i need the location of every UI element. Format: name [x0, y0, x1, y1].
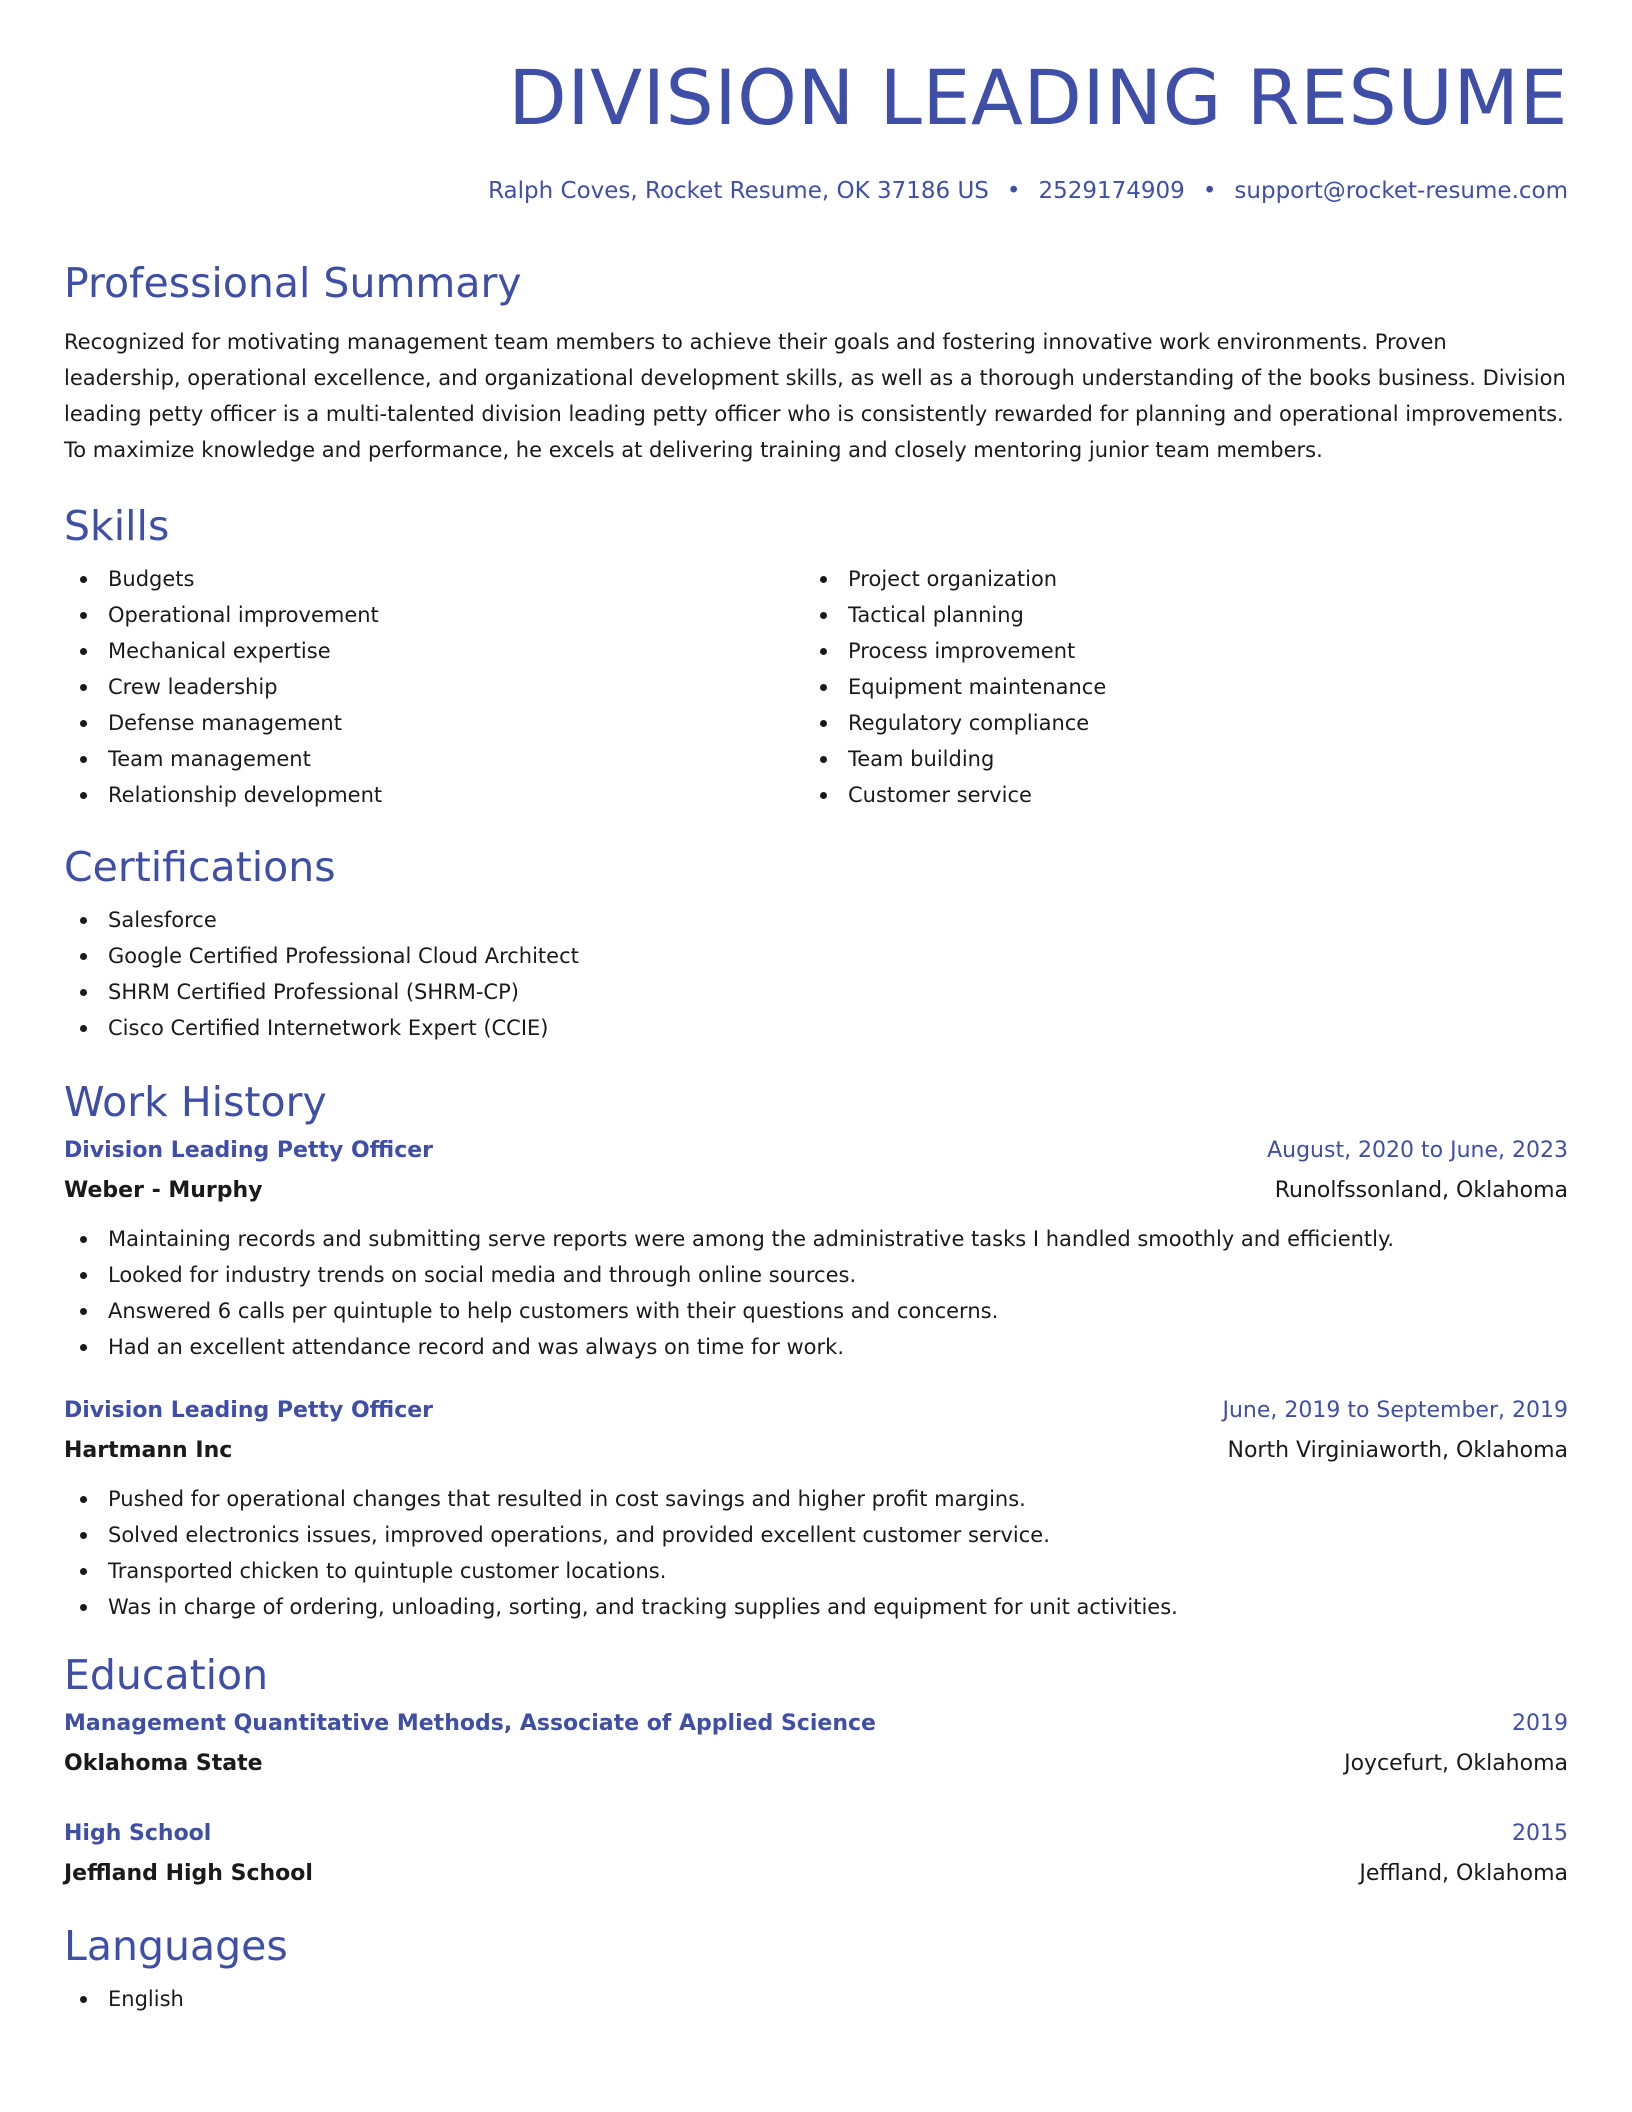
- contact-separator: •: [1006, 178, 1021, 204]
- job-bullet: Looked for industry trends on social media and through online sources.: [64, 1257, 1568, 1293]
- resume-header: [64, 53, 1568, 206]
- job-bullet: Solved electronics issues, improved operations, and provided excellent customer service.: [64, 1517, 1568, 1553]
- job-company: Hartmann Inc: [64, 1437, 233, 1463]
- job-bullet: Had an excellent attendance record and was always on time for work.: [64, 1329, 1568, 1365]
- education-entry: [64, 1704, 1568, 1784]
- skill-item: Mechanical expertise: [64, 633, 804, 669]
- education-degree: High School: [64, 1820, 212, 1846]
- certification-item: Salesforce: [64, 902, 1568, 938]
- skills-grid: [64, 561, 1568, 813]
- summary-heading: Professional Summary: [64, 258, 522, 307]
- education-heading: Education: [64, 1650, 269, 1699]
- education-school: Oklahoma State: [64, 1750, 263, 1776]
- job-bullets: [64, 1221, 1568, 1365]
- job-location: Runolfssonland, Oklahoma: [1274, 1177, 1568, 1203]
- job-bullet: Transported chicken to quintuple customer locations.: [64, 1553, 1568, 1589]
- job-bullets: [64, 1481, 1568, 1625]
- languages-heading: Languages: [64, 1921, 288, 1970]
- language-item: English: [64, 1981, 1568, 2017]
- contact-phone: 2529174909: [1038, 178, 1185, 204]
- work-history-section: [64, 1077, 1568, 1625]
- job-title: Division Leading Petty Officer: [64, 1397, 434, 1423]
- skill-item: Budgets: [64, 561, 804, 597]
- job-dates: June, 2019 to September, 2019: [1222, 1397, 1568, 1423]
- job-bullet: Answered 6 calls per quintuple to help customers with their questions and concerns.: [64, 1293, 1568, 1329]
- education-section: [64, 1650, 1568, 1894]
- certifications-section: [64, 842, 1568, 1046]
- education-degree-row: [64, 1704, 1568, 1744]
- job-company-row: [64, 1431, 1568, 1471]
- resume-name: DIVISION LEADING RESUME: [508, 53, 1568, 142]
- job-entry: [64, 1131, 1568, 1365]
- skill-item: Relationship development: [64, 777, 804, 813]
- education-degree-row: [64, 1814, 1568, 1854]
- job-bullet: Pushed for operational changes that resulted in cost savings and higher profit margins.: [64, 1481, 1568, 1517]
- summary-section: [64, 258, 1568, 468]
- certification-item: SHRM Certified Professional (SHRM-CP): [64, 974, 1568, 1010]
- contact-separator: •: [1202, 178, 1217, 204]
- education-degree: Management Quantitative Methods, Associate of Applied Science: [64, 1710, 876, 1736]
- skill-item: Team building: [804, 741, 1568, 777]
- job-location: North Virginiaworth, Oklahoma: [1227, 1437, 1568, 1463]
- education-year: 2015: [1512, 1820, 1568, 1846]
- skill-item: Defense management: [64, 705, 804, 741]
- skill-item: Team management: [64, 741, 804, 777]
- job-title-row: [64, 1131, 1568, 1171]
- skill-item: Customer service: [804, 777, 1568, 813]
- education-entry: [64, 1814, 1568, 1894]
- job-title-row: [64, 1391, 1568, 1431]
- skill-item: Process improvement: [804, 633, 1568, 669]
- certification-item: Google Certified Professional Cloud Architect: [64, 938, 1568, 974]
- job-entry: [64, 1391, 1568, 1625]
- summary-text: Recognized for motivating management team members to achieve their goals and fostering innovative work environments. Proven leadership, operational excellence, and organizational development skills, as well as a thorough understanding of the books business. Division leading petty officer is a multi-talented division leading petty officer who is consistently rewarded for planning and operational improvements. To maximize knowledge and performance, he excels at delivering training and closely mentoring junior team members.: [64, 329, 1566, 462]
- languages-section: [64, 1921, 1568, 2017]
- education-school-row: [64, 1744, 1568, 1784]
- skills-section: [64, 501, 1568, 813]
- job-company: Weber - Murphy: [64, 1177, 263, 1203]
- work-history-heading: Work History: [64, 1077, 327, 1126]
- education-year: 2019: [1512, 1710, 1568, 1736]
- contact-line: [64, 178, 1568, 206]
- skill-item: Equipment maintenance: [804, 669, 1568, 705]
- contact-address: Ralph Coves, Rocket Resume, OK 37186 US: [488, 178, 989, 204]
- skills-heading: Skills: [64, 501, 170, 550]
- contact-email: support@rocket-resume.com: [1234, 178, 1568, 204]
- skills-list-right: [804, 561, 1568, 813]
- skill-item: Operational improvement: [64, 597, 804, 633]
- job-dates: August, 2020 to June, 2023: [1267, 1137, 1568, 1163]
- languages-list: [64, 1981, 1568, 2017]
- skill-item: Crew leadership: [64, 669, 804, 705]
- skill-item: Project organization: [804, 561, 1568, 597]
- education-school: Jeffland High School: [64, 1860, 313, 1886]
- education-school-row: [64, 1854, 1568, 1894]
- education-location: Joycefurt, Oklahoma: [1344, 1750, 1568, 1776]
- education-location: Jeffland, Oklahoma: [1359, 1860, 1568, 1886]
- skills-list-left: [64, 561, 804, 813]
- job-company-row: [64, 1171, 1568, 1211]
- skill-item: Regulatory compliance: [804, 705, 1568, 741]
- certification-item: Cisco Certified Internetwork Expert (CCIE): [64, 1010, 1568, 1046]
- job-bullet: Maintaining records and submitting serve reports were among the administrative tasks I handled smoothly and efficiently.: [64, 1221, 1568, 1257]
- job-title: Division Leading Petty Officer: [64, 1137, 434, 1163]
- skill-item: Tactical planning: [804, 597, 1568, 633]
- certifications-heading: Certifications: [64, 842, 336, 891]
- certifications-list: [64, 902, 1568, 1046]
- job-bullet: Was in charge of ordering, unloading, sorting, and tracking supplies and equipment for unit activities.: [64, 1589, 1568, 1625]
